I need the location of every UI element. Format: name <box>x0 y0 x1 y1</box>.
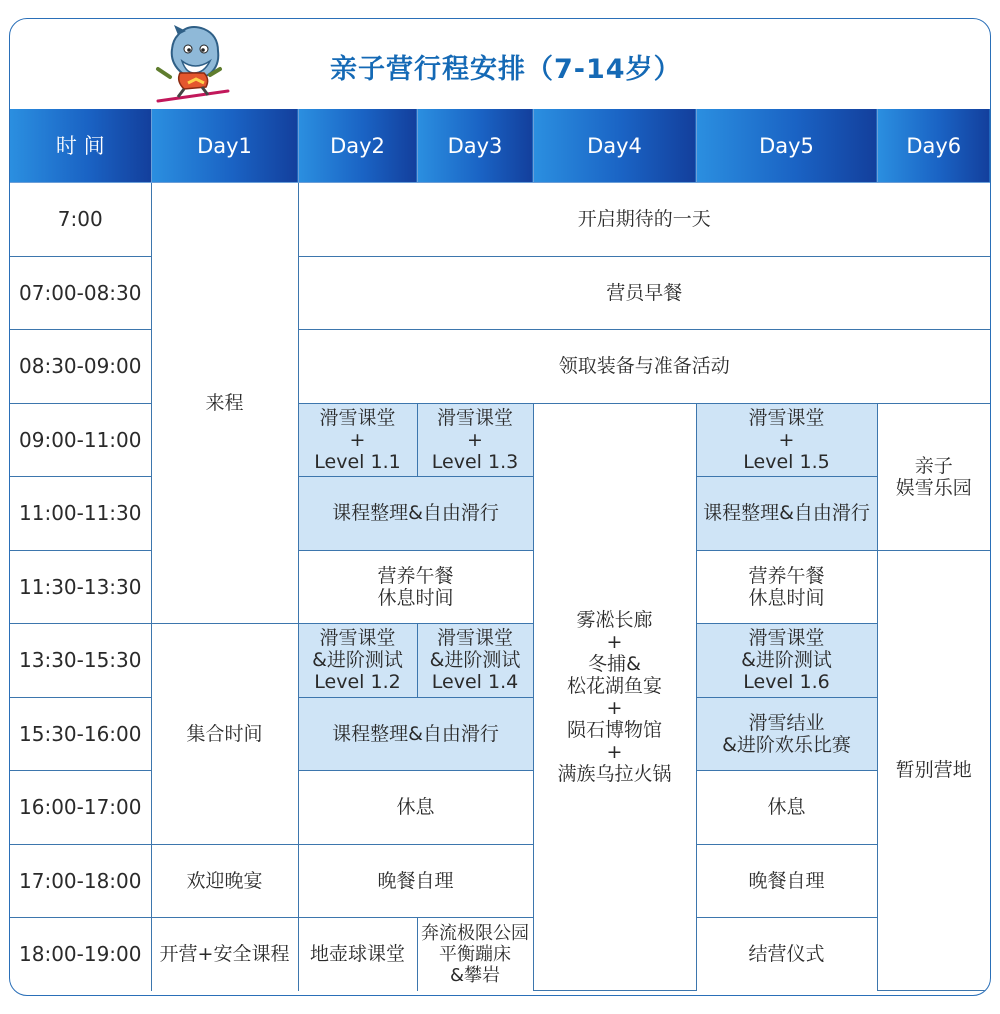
day5-advanced-cell <box>696 624 877 698</box>
ski-lesson-label: 滑雪课堂 <box>748 627 825 650</box>
day2-ski-lesson-cell <box>298 403 417 477</box>
day23-dinner-cell: 晚餐自理 <box>298 844 533 918</box>
level-label: Level 1.2 <box>314 671 401 694</box>
header-day4: Day4 <box>533 109 696 183</box>
test-label: &进阶测试 <box>741 649 832 672</box>
level-label: Level 1.6 <box>743 671 830 694</box>
time-cell: 18:00-19:00 <box>10 918 151 991</box>
day1-arrival-cell: 来程 <box>151 183 298 624</box>
day2-advanced-cell <box>298 624 417 698</box>
header-day3: Day3 <box>417 109 533 183</box>
time-cell: 11:30-13:30 <box>10 550 151 624</box>
day3-evening-item: &攀岩 <box>449 964 501 986</box>
shark-skier-mascot-icon <box>148 23 234 109</box>
breakfast-cell: 营员早餐 <box>298 256 990 330</box>
day5-rest-cell: 休息 <box>696 771 877 845</box>
test-label: &进阶测试 <box>429 649 521 672</box>
time-cell: 13:30-15:30 <box>10 624 151 698</box>
day4-item: 冬捕& <box>588 652 641 675</box>
level-label: Level 1.3 <box>431 450 519 473</box>
day3-advanced-cell <box>417 624 533 698</box>
lunch-label: 营养午餐 <box>377 564 454 587</box>
day6-farewell-cell: 暂别营地 <box>877 550 990 991</box>
gear-cell: 领取装备与准备活动 <box>298 330 990 404</box>
day4-item: 雾凇长廊 <box>576 608 653 631</box>
day3-evening-cell <box>417 918 533 991</box>
header-day6: Day6 <box>877 109 990 183</box>
level-label: Level 1.4 <box>431 671 519 694</box>
rest-label: 休息时间 <box>377 586 454 609</box>
ski-lesson-label: 滑雪课堂 <box>748 406 825 429</box>
header-day1: Day1 <box>151 109 298 183</box>
time-cell: 15:30-16:00 <box>10 697 151 771</box>
day3-evening-item: 奔流极限公园 <box>421 922 529 944</box>
day5-closing-cell: 结营仪式 <box>696 918 877 991</box>
plus-label: + <box>349 428 366 451</box>
day5-lunch-cell <box>696 550 877 624</box>
time-cell: 17:00-18:00 <box>10 844 151 918</box>
table-row <box>10 918 990 991</box>
day23-lunch-cell <box>298 550 533 624</box>
table-row <box>10 624 990 698</box>
day5-dinner-cell: 晚餐自理 <box>696 844 877 918</box>
time-cell: 08:30-09:00 <box>10 330 151 404</box>
header-time: 时 间 <box>10 109 151 183</box>
day23-review-cell: 课程整理&自由滑行 <box>298 477 533 551</box>
schedule-table <box>10 109 990 991</box>
day4-item: 陨石博物馆 <box>566 718 662 741</box>
plus-label: + <box>467 428 483 451</box>
day1-gather-cell: 集合时间 <box>151 624 298 845</box>
day23-review-cell: 课程整理&自由滑行 <box>298 697 533 771</box>
day3-evening-item: 平衡蹦床 <box>439 943 511 965</box>
day5-graduation-cell <box>696 697 877 771</box>
ski-lesson-label: 滑雪课堂 <box>436 627 513 650</box>
day4-excursion-cell <box>533 403 696 991</box>
day4-item: 松花湖鱼宴 <box>566 674 662 697</box>
ski-lesson-label: 滑雪课堂 <box>319 627 396 650</box>
competition-label: &进阶欢乐比赛 <box>722 733 851 756</box>
time-cell: 7:00 <box>10 183 151 257</box>
level-label: Level 1.1 <box>314 450 401 473</box>
header-row <box>10 109 990 183</box>
graduation-label: 滑雪结业 <box>748 711 825 734</box>
day3-ski-lesson-cell <box>417 403 533 477</box>
day6-snow-park-cell <box>877 403 990 550</box>
title-bar <box>10 19 990 109</box>
day23-rest-cell: 休息 <box>298 771 533 845</box>
time-cell: 16:00-17:00 <box>10 771 151 845</box>
time-cell: 07:00-08:30 <box>10 256 151 330</box>
rest-label: 休息时间 <box>748 586 825 609</box>
header-day5: Day5 <box>696 109 877 183</box>
plus-label: + <box>606 696 623 719</box>
day5-ski-lesson-cell <box>696 403 877 477</box>
day6-item: 亲子 <box>914 454 953 477</box>
start-day-cell: 开启期待的一天 <box>298 183 990 257</box>
level-label: Level 1.5 <box>743 450 830 473</box>
ski-lesson-label: 滑雪课堂 <box>319 406 396 429</box>
time-cell: 09:00-11:00 <box>10 403 151 477</box>
day5-review-cell: 课程整理&自由滑行 <box>696 477 877 551</box>
test-label: &进阶测试 <box>312 649 403 672</box>
plus-label: + <box>778 428 795 451</box>
day6-item: 娱雪乐园 <box>895 476 972 499</box>
day1-evening-cell: 开营+安全课程 <box>151 918 298 991</box>
schedule-card <box>9 18 991 996</box>
table-row <box>10 844 990 918</box>
plus-label: + <box>606 740 623 763</box>
lunch-label: 营养午餐 <box>748 564 825 587</box>
plus-label: + <box>606 630 623 653</box>
time-cell: 11:00-11:30 <box>10 477 151 551</box>
day4-item: 满族乌拉火锅 <box>557 762 672 785</box>
day1-dinner-cell: 欢迎晚宴 <box>151 844 298 918</box>
day2-evening-cell: 地壶球课堂 <box>298 918 417 991</box>
header-day2: Day2 <box>298 109 417 183</box>
table-row <box>10 183 990 257</box>
ski-lesson-label: 滑雪课堂 <box>436 406 513 429</box>
page-title: 亲子营行程安排（7-14岁） <box>330 54 682 85</box>
